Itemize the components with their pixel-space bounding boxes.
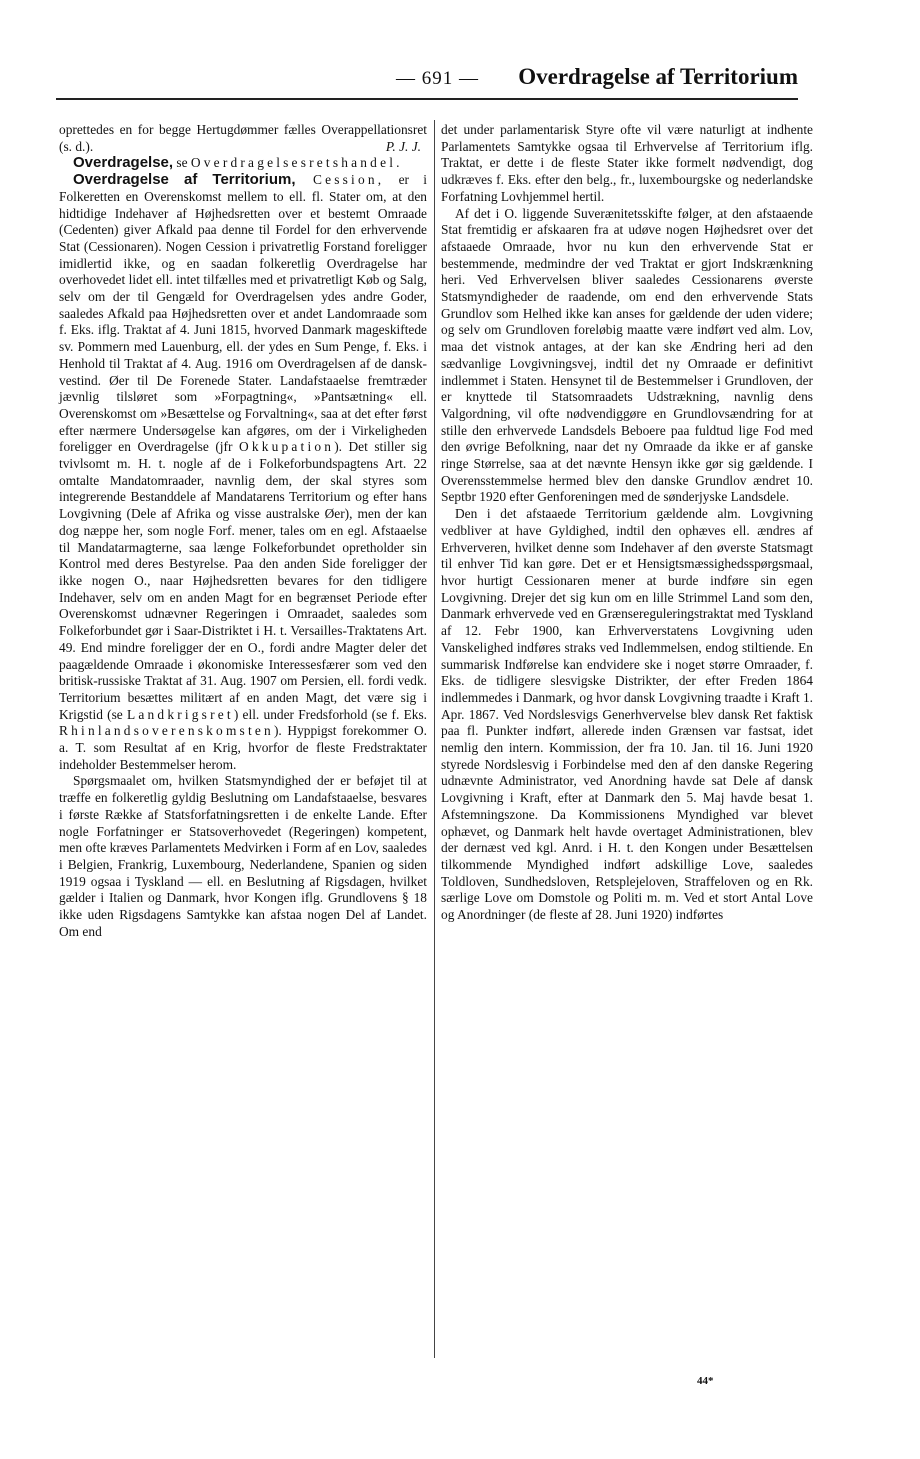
paragraph-text: oprettedes en for begge Hertugdømmer fælles Overappellationsret (s. d.). — [59, 122, 427, 154]
author-signature: P. J. J. — [385, 138, 421, 154]
entry-text: se — [173, 155, 191, 171]
paragraph-continuation: det under parlamentarisk Styre ofte vil være naturligt at indhente Parlamentets Samtykke ogsaa til Erhvervelse af Territorium iflg. Traktat, er dette i de fleste Stater ikke formelt nødvendigt, dog udkræves f. Eks. efter den belg., fr., luxembourgske og nederlandske Forfatning Lovhjemmel hertil. — [441, 122, 813, 204]
header-rule — [56, 98, 798, 100]
synonym: Cession, — [295, 172, 385, 188]
paragraph-continuation — [59, 122, 427, 155]
paragraph: Den i det afstaaede Territorium gældende alm. Lovgivning vedbliver at have Gyldighed, indtil den ophæves ell. ændres af Erhververen, hvilket denne som Indehaver af den øverste Statsmagt til enhver Tid kan gøre. Det er et Hensigtsmæssighedsspørgsmaal, hvor hurtigt Cessionaren mener at burde indføre sin egen Lovgivning. Drejer det sig kun om en lille Strimmel Land som den, Danmark erhvervede ved en Grænsereguleringstraktat med Tyskland af 12. Febr 1900, kan Erhververstatens Lovgivning uden Vanskelighed indføres straks ved Indlemmelsen, endog stiltiende. En summarisk Indførelse kan endvidere ske i noget større Omraader, f. Eks. de tidligere slesvigske Distrikter, der efter Freden 1864 indlemmedes i Danmark, og hvor dansk Lovgivning traadte i Kraft 1. Apr. 1867. Ved Nordslesvigs Generhvervelse blev dansk Ret faktisk paa fl. Punkter indført, allerede inden Grænsen var fastsat, idet nemlig den intern. Kommission, der fra 10. Jan. til 16. Juni 1920 styrede Nordslesvig i Forbindelse med den af den danske Regering udnævnte Administrator, ved Anordning havde sat Dele af dansk Lovgivning i Kraft, efter at Danmark den 5. Maj havde besat 1. Afstemningszone. Da Kommissionens Myndighed var blevet ophævet, og Danmark helt havde overtaget Administrationen, blev der dernæst ved kgl. Anrd. i H. t. den Kongen under Besættelsen tilkommende Myndighed indført adskillige Love, saaledes Toldloven, Sundhedsloven, Retsplejeloven, Straffeloven og en Rk. særlige Love om Domstole og Politi m. m. Ved et stort Antal Love og Anordninger (de fleste af 28. Juni 1920) indførtes — [441, 506, 813, 923]
signature-mark: 44* — [697, 1375, 714, 1387]
entry-text: er i Folkeretten en Overenskomst mellem to ell. fl. Stater om, at den hidtidige Indehaver af Højhedsretten over et bestemt Omraade (Cedenten) giver Afkald paa denne til Fordel for den erhvervende Stat (Cessionaren). Nogen Cession i privatretlig Forstand foreligger imidlertid ikke, og en saadan folkeretlig Overdragelse har overhovedet lidet ell. intet tilfælles med et privatretligt Køb og Salg, selv om der til Gengæld for Overdragelsen ydes andre Goder, saaledes Afkald paa Højhedsretten over et andet Landomraade som f. Eks. iflg. Traktat af 4. Juni 1815, hvorved Danmark mageskiftede sv. Pommern med Lauenburg, ell. der ydes en Sum Penge, f. Eks. i Henhold til Traktat af 4. Aug. 1916 om Overdragelsen af de dansk-vestind. Øer til De Forenede Stater. Landafstaaelse fremtræder jævnlig tilsløret som »Forpagtning«, »Pantsætning« ell. Overenskomst om »Besættelse og Forvaltning«, saa at det efter først efter nærmere Undersøgelse kan afgøres, om der i Virkeligheden foreligger en Overdragelse (jfr — [59, 172, 428, 455]
entry-overdragelse-af-territorium — [59, 172, 427, 773]
left-column — [59, 122, 427, 940]
entry-headword: Overdragelse, — [73, 154, 174, 172]
page-number: — 691 — — [396, 68, 479, 89]
running-title: Overdragelse af Territorium — [518, 64, 798, 89]
entry-text: ). Hyppigst forekommer O. a. T. som Resultat af en Krig, hvorfor de fleste Fredstraktater indeholder Bestemmelser herom. — [59, 723, 427, 772]
column-divider — [434, 120, 435, 1358]
cross-reference: Overdragelsesretshandel. — [190, 155, 403, 171]
entry-text: ). Det stiller sig tvivlsomt m. H. t. nogle af de i Folkeforbundspagtens Art. 22 omtalte Mandatomraader, navnlig dem, der skal styres som integrerende Bestanddele af Mandatarens Territorium og efter hans Lovgivning (Dele af Afrika og visse australske Øer), men der kan dog næppe her, som nogle Forf. mener, tales om en egl. Afstaaelse til Mandatarmagterne, saa længe Folkeforbundet opretholder sin Kontrol med deres Bestyrelse. Paa den anden Side foreligger der ikke nogen O., naar Højhedsretten bevares for den tidligere Indehaver, selv om en anden Magt for en begrænset Periode efter Overenskomst udnævner Regeringen i Omraadet, saaledes som Folkeforbundet gør i Saar-Distriktet i H. t. Versailles-Traktatens Art. 49. End mindre foreligger der en O., fordi andre Magter deler det paagældende Omraade i økonomiske Interessesfærer som ved den britisk-russiske Traktat af 31. Aug. 1907 om Persien, ell. fordi vedk. Territorium besættes militært af en anden Magt, det være sig i Krigstid (se — [59, 439, 427, 722]
cross-reference: Okkupation — [238, 439, 335, 455]
entry-overdragelse — [59, 155, 427, 172]
right-column — [441, 122, 813, 924]
paragraph: Spørgsmaalet om, hvilken Statsmyndighed der er beføjet til at træffe en folkeretlig gyldig Beslutning om Landafstaaelse, besvares i første Række af Statsforfatningsretten i de enkelte Lande. Efter nogle Forfatninger er Statsoverhovedet (Regeringen) kompetent, men ofte kræves Parlamentets Medvirken i Form af en Lov, saaledes i Belgien, Frankrig, Luxembourg, Nederlandene, Spanien og siden 1919 ogsaa i Tyskland — ell. en Beslutning af Rigsdagen, hvilket gælder i Italien og Danmark, hvor Kongen iflg. Grundlovens § 18 ikke uden Rigsdagens Samtykke kan afstaa nogen Del af Landet. Om end — [59, 773, 427, 939]
page-header — [56, 62, 798, 102]
entry-text: ) ell. under Fredsforhold (se f. Eks. — [233, 706, 428, 722]
paragraph: Af det i O. liggende Suverænitetsskifte følger, at den afstaaende Stat fremtidig er afskaaren fra at udøve nogen Højhedsret over det afstaaede Omraade, hvor nu kun den erhvervende Stat er bestemmende, medmindre der ved Traktat er gjort Indskrænkning heri. Ved Erhvervelsen bliver saaledes Cessionarens øverste Statsmyndigheder de raadende, om end den erhvervende Stats Grundlov som Helhed ikke kan anses for gældende der uden videre; og selv om Grundloven foreløbig maatte være indført ved alm. Lov, maa det vistnok antages, at der kan ske Ændring heri ad den sædvanlige Lovgivningsvej, indtil det ny Omraade er definitivt indlemmet i Staten. Hensynet til de Bestemmelser i Grundloven, der er knyttede til Statsomraadets Udstrækning, navnlig dens Valgordning, vil ofte nødvendiggøre en Grundlovsændring for at stille den erhvervede Landsdels Beboere paa fuldtud lige Fod med den øvrige Befolkning, naar det ny Omraade da ikke er af ganske ringe Størrelse, saa at det nævnte Hensyn ikke gør sig gældende. I Overensstemmelse hermed blev den danske Grundlov ændret 10. Septbr 1920 efter Genforeningen med de sønderjyske Landsdele. — [441, 205, 813, 505]
cross-reference: Landkrigsret — [127, 706, 234, 722]
cross-reference: Rhinlandsoverenskomsten — [59, 723, 274, 739]
entry-headword: Overdragelse af Territorium, — [73, 171, 296, 189]
